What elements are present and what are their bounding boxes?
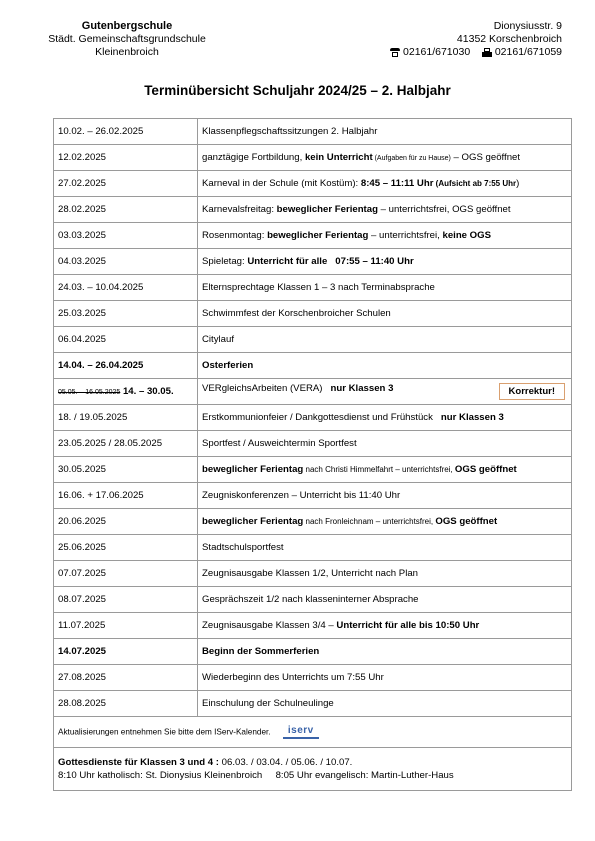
table-row (54, 301, 572, 327)
date-cell: 14.04. – 26.04.2025 (54, 353, 198, 379)
desc-cell (198, 171, 572, 197)
desc-small: nach Fronleichnam – unterrichtsfrei, (303, 517, 436, 526)
table-row (54, 379, 572, 405)
desc-cell: Wiederbeginn des Unterrichts um 7:55 Uhr (198, 665, 572, 691)
desc-cell: Schwimmfest der Korschenbroicher Schulen (198, 301, 572, 327)
correction-badge: Korrektur! (499, 383, 565, 400)
date-cell: 27.08.2025 (54, 665, 198, 691)
date-cell: 11.07.2025 (54, 613, 198, 639)
school-name: Gutenbergschule (81, 20, 173, 32)
date-cell: 18. / 19.05.2025 (54, 405, 198, 431)
date-cell (54, 379, 198, 405)
desc-cell: Osterferien (198, 353, 572, 379)
desc-small: nach Christi Himmelfahrt – unterrichtsfrei, (303, 465, 455, 474)
new-date: 14. – 30.05. (120, 386, 174, 397)
desc-bold: nur Klassen 3 (330, 383, 394, 394)
table-row (54, 353, 572, 379)
table-row (54, 639, 572, 665)
phone-icon (390, 48, 400, 57)
table-row (54, 561, 572, 587)
table-row (54, 691, 572, 717)
desc-cell: Elternsprechtage Klassen 1 – 3 nach Terminabsprache (198, 275, 572, 301)
iserv-note: Aktualisierungen entnehmen Sie bitte dem IServ-Kalender. (58, 727, 271, 737)
date-cell: 16.06. + 17.06.2025 (54, 483, 198, 509)
services-cell (54, 748, 572, 791)
desc-cell: Zeugniskonferenzen – Unterricht bis 11:40 Uhr (198, 483, 572, 509)
date-cell: 28.02.2025 (54, 197, 198, 223)
table-row (54, 483, 572, 509)
desc-text: – OGS geöffnet (450, 152, 521, 163)
table-row (54, 587, 572, 613)
date-cell: 25.06.2025 (54, 535, 198, 561)
table-row (54, 145, 572, 171)
desc-cell (198, 223, 572, 249)
table-row (54, 509, 572, 535)
desc-cell (198, 613, 572, 639)
phone-number: 02161/671030 (403, 46, 471, 58)
date-cell: 23.05.2025 / 28.05.2025 (54, 431, 198, 457)
table-row (54, 327, 572, 353)
note-row (54, 717, 572, 748)
desc-text: – unterrichtsfrei, (368, 230, 443, 241)
desc-bold: OGS geöffnet (454, 464, 517, 475)
fax-number: 02161/671059 (494, 46, 562, 58)
desc-bold: beweglicher Ferientag (267, 230, 369, 241)
services-row (54, 748, 572, 791)
desc-text: Erstkommunionfeier / Dankgottesdienst und Frühstück (202, 412, 441, 423)
date-cell: 04.03.2025 (54, 249, 198, 275)
services-protestant: 8:05 Uhr evangelisch: Martin-Luther-Haus (275, 770, 454, 781)
desc-cell: Stadtschulsportfest (198, 535, 572, 561)
table-row (54, 457, 572, 483)
services-catholic: 8:10 Uhr katholisch: St. Dionysius Kleinenbroich (58, 770, 263, 781)
desc-cell (198, 405, 572, 431)
date-cell: 07.07.2025 (54, 561, 198, 587)
fax-icon (482, 48, 492, 57)
table-row (54, 405, 572, 431)
note-cell (54, 717, 572, 748)
desc-cell: Citylauf (198, 327, 572, 353)
desc-cell (198, 457, 572, 483)
school-type: Städt. Gemeinschaftsgrundschule (48, 33, 206, 45)
school-location: Kleinenbroich (95, 46, 159, 58)
desc-bold: beweglicher Ferientag (276, 204, 378, 215)
date-cell: 30.05.2025 (54, 457, 198, 483)
desc-text: Karneval in der Schule (mit Kostüm): (202, 178, 361, 189)
desc-cell: Sportfest / Ausweichtermin Sportfest (198, 431, 572, 457)
date-cell: 10.02. – 26.02.2025 (54, 119, 198, 145)
schedule-table (53, 118, 572, 791)
table-row (54, 535, 572, 561)
date-cell: 08.07.2025 (54, 587, 198, 613)
date-cell: 14.07.2025 (54, 639, 198, 665)
desc-cell (198, 197, 572, 223)
desc-bold-small: (Aufsicht ab 7:55 Uhr (433, 179, 517, 188)
desc-text: ) (516, 178, 520, 189)
desc-small: (Aufgaben für zu Hause) (372, 155, 451, 162)
table-row (54, 249, 572, 275)
table-row (54, 119, 572, 145)
iserv-logo-text: iserv (287, 724, 314, 736)
date-cell: 06.04.2025 (54, 327, 198, 353)
services-dates: 06.03. / 03.04. / 05.06. / 10.07. (219, 757, 353, 768)
date-cell: 24.03. – 10.04.2025 (54, 275, 198, 301)
iserv-logo (283, 726, 319, 739)
city: 41352 Korschenbroich (456, 33, 562, 45)
desc-cell (198, 249, 572, 275)
date-cell: 03.03.2025 (54, 223, 198, 249)
desc-bold: nur Klassen 3 (440, 412, 504, 423)
date-cell: 25.03.2025 (54, 301, 198, 327)
desc-text: Rosenmontag: (202, 230, 268, 241)
date-cell: 12.02.2025 (54, 145, 198, 171)
old-date: 05.05. – 16.05.2025 (58, 389, 121, 396)
desc-cell: Klassenpflegschaftssitzungen 2. Halbjahr (198, 119, 572, 145)
date-cell: 28.08.2025 (54, 691, 198, 717)
desc-text: Spieletag: (202, 256, 248, 267)
table-row (54, 665, 572, 691)
date-cell: 20.06.2025 (54, 509, 198, 535)
desc-cell: Einschulung der Schulneulinge (198, 691, 572, 717)
desc-cell: Gesprächszeit 1/2 nach klasseninterner Absprache (198, 587, 572, 613)
desc-text: Zeugnisausgabe Klassen 3/4 – (202, 620, 337, 631)
desc-text: ganztägige Fortbildung, (202, 152, 305, 163)
street: Dionysiusstr. 9 (493, 20, 562, 32)
desc-cell: Zeugnisausgabe Klassen 1/2, Unterricht nach Plan (198, 561, 572, 587)
desc-text: VERgleichsArbeiten (VERA) (202, 383, 331, 394)
table-row (54, 197, 572, 223)
desc-bold: OGS geöffnet (435, 516, 498, 527)
desc-bold: beweglicher Ferientag (202, 464, 304, 475)
desc-bold: Unterricht für alle bis 10:50 Uhr (336, 620, 480, 631)
desc-bold: kein Unterricht (304, 152, 373, 163)
school-header (22, 20, 232, 59)
table-row (54, 431, 572, 457)
desc-bold: keine OGS (442, 230, 492, 241)
desc-cell (198, 379, 572, 405)
page-title: Terminübersicht Schuljahr 2024/25 – 2. Halbjahr (144, 83, 451, 98)
desc-cell (198, 145, 572, 171)
desc-bold: 8:45 – 11:11 Uhr (360, 178, 434, 189)
table-row (54, 613, 572, 639)
desc-cell: Beginn der Sommerferien (198, 639, 572, 665)
desc-text: – unterrichtsfrei, OGS geöffnet (377, 204, 511, 215)
desc-bold: Unterricht für alle 07:55 – 11:40 Uhr (247, 256, 414, 267)
desc-cell (198, 509, 572, 535)
desc-text: Karnevalsfreitag: (202, 204, 277, 215)
desc-bold: beweglicher Ferientag (202, 516, 304, 527)
services-label: Gottesdienste für Klassen 3 und 4 : (58, 757, 219, 768)
date-cell: 27.02.2025 (54, 171, 198, 197)
table-row (54, 223, 572, 249)
address-block (342, 20, 562, 61)
table-row (54, 275, 572, 301)
table-row (54, 171, 572, 197)
